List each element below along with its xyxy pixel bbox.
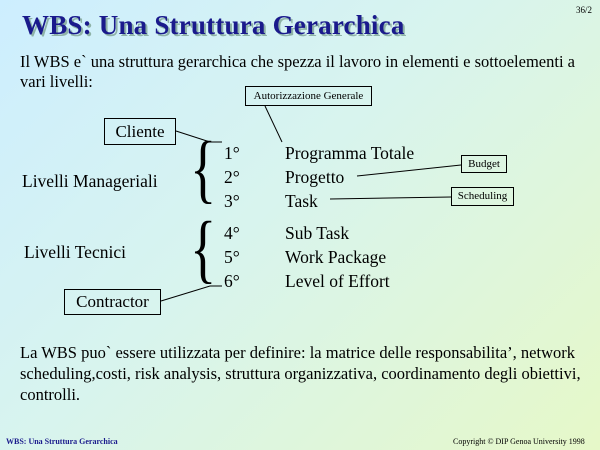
- item-sub-task: Sub Task: [285, 223, 350, 243]
- line-budget: [357, 165, 461, 176]
- cliente-box: Cliente: [104, 118, 176, 145]
- scheduling-box: Scheduling: [451, 187, 514, 206]
- footer-copyright: Copyright © DIP Genoa University 1998: [453, 437, 585, 446]
- level-4: 4°: [224, 223, 240, 243]
- footer-title: WBS: Una Struttura Gerarchica: [6, 437, 118, 446]
- livelli-manageriali-label: Livelli Manageriali: [22, 171, 158, 191]
- autorizzazione-box: Autorizzazione Generale: [245, 86, 372, 106]
- budget-box: Budget: [461, 155, 507, 173]
- level-1: 1°: [224, 143, 240, 163]
- intro-text: Il WBS e` una struttura gerarchica che spezza il lavoro in elementi e sottoelementi a vari livelli:: [20, 52, 575, 91]
- brace-manageriali: {: [190, 127, 217, 211]
- line-scheduling: [330, 197, 451, 199]
- item-programma-totale: Programma Totale: [285, 143, 415, 163]
- contractor-box: Contractor: [64, 289, 161, 315]
- level-2: 2°: [224, 167, 240, 187]
- level-5: 5°: [224, 247, 240, 267]
- item-level-of-effort: Level of Effort: [285, 271, 390, 291]
- level-3: 3°: [224, 191, 240, 211]
- item-work-package: Work Package: [285, 247, 387, 267]
- brace-tecnici: {: [190, 207, 217, 291]
- level-6: 6°: [224, 271, 240, 291]
- page-number: 36/2: [575, 5, 592, 15]
- slide-title: WBS: Una Struttura Gerarchica: [22, 10, 405, 40]
- livelli-tecnici-label: Livelli Tecnici: [24, 242, 126, 262]
- item-task: Task: [285, 191, 318, 211]
- item-progetto: Progetto: [285, 167, 345, 187]
- outro-text: La WBS puo` essere utilizzata per definire: la matrice delle responsabilita’, network scheduling,costi, risk analysis, struttura organizzativa, coordinamento degli obiettivi, controlli.: [20, 343, 581, 404]
- line-autorizzazione: [265, 106, 282, 142]
